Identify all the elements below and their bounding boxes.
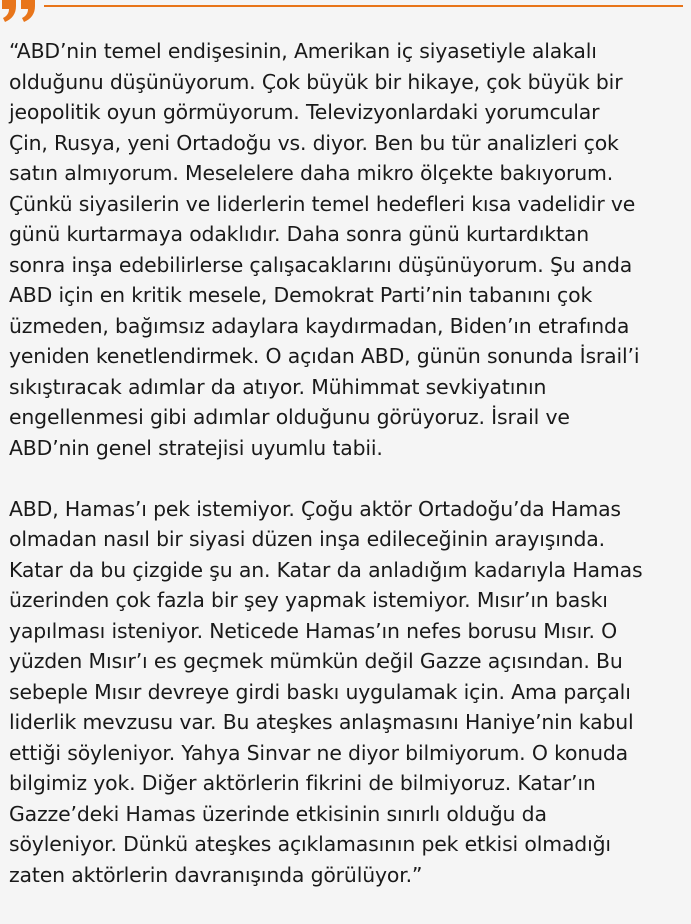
accent-divider [44,5,683,7]
closing-quote-icon [0,0,40,26]
quote-paragraph-1: “ABD’nin temel endişesinin, Amerikan iç siyasetiyle alakalı olduğunu düşünüyorum. Çok büyük bir hikaye, çok büyük bir jeopolitik oyun görmüyorum. Televizyonlardaki yorumcular Çin, Rusya, yeni Ortadoğu vs. diyor. Ben bu tür analizleri çok satın almıyorum. Meselelere daha mikro ölçekte bakıyorum. Çünkü siyasilerin ve liderlerin temel hedefleri kısa vadelidir ve günü kurtarmaya odaklıdır. Daha sonra günü kurtardıktan sonra inşa edebilirlerse çalışacaklarını düşünüyorum. Şu anda ABD için en kritik mesele, Demokrat Parti’nin tabanını çok üzmeden, bağımsız adaylara kaydırmadan, Biden’ın etrafında yeniden kenetlendirmek. O açıdan ABD, günün sonunda İsrail’i sıkıştıracak adımlar da atıyor. Mühimmat sevkiyatının engellenmesi gibi adımlar olduğunu görüyoruz. İsrail ve ABD’nin genel stratejisi uyumlu tabii. [9,39,640,460]
quote-body [9,36,685,890]
quote-paragraph-2: ABD, Hamas’ı pek istemiyor. Çoğu aktör Ortadoğu’da Hamas olmadan nasıl bir siyasi düzen inşa edileceğinin arayışında. Katar da bu çizgide şu an. Katar da anladığım kadarıyla Hamas üzerinden çok fazla bir şey yapmak istemiyor. Mısır’ın baskı yapılması isteniyor. Neticede Hamas’ın nefes borusu Mısır. O yüzden Mısır’ı es geçmek mümkün değil Gazze açısından. Bu sebeple Mısır devreye girdi baskı uygulamak için. Ama parçalı liderlik mevzusu var. Bu ateşkes anlaşmasını Haniye’nin kabul ettiği söyleniyor. Yahya Sinvar ne diyor bilmiyorum. O konuda bilgimiz yok. Diğer aktörlerin fikrini de bilmiyoruz. Katar’ın Gazze’deki Hamas üzerinde etkisinin sınırlı olduğu da söyleniyor. Dünkü ateşkes açıklamasının pek etkisi olmadığı zaten aktörlerin davranışında görülüyor.” [9,496,643,887]
quote-header-decoration [0,0,691,30]
